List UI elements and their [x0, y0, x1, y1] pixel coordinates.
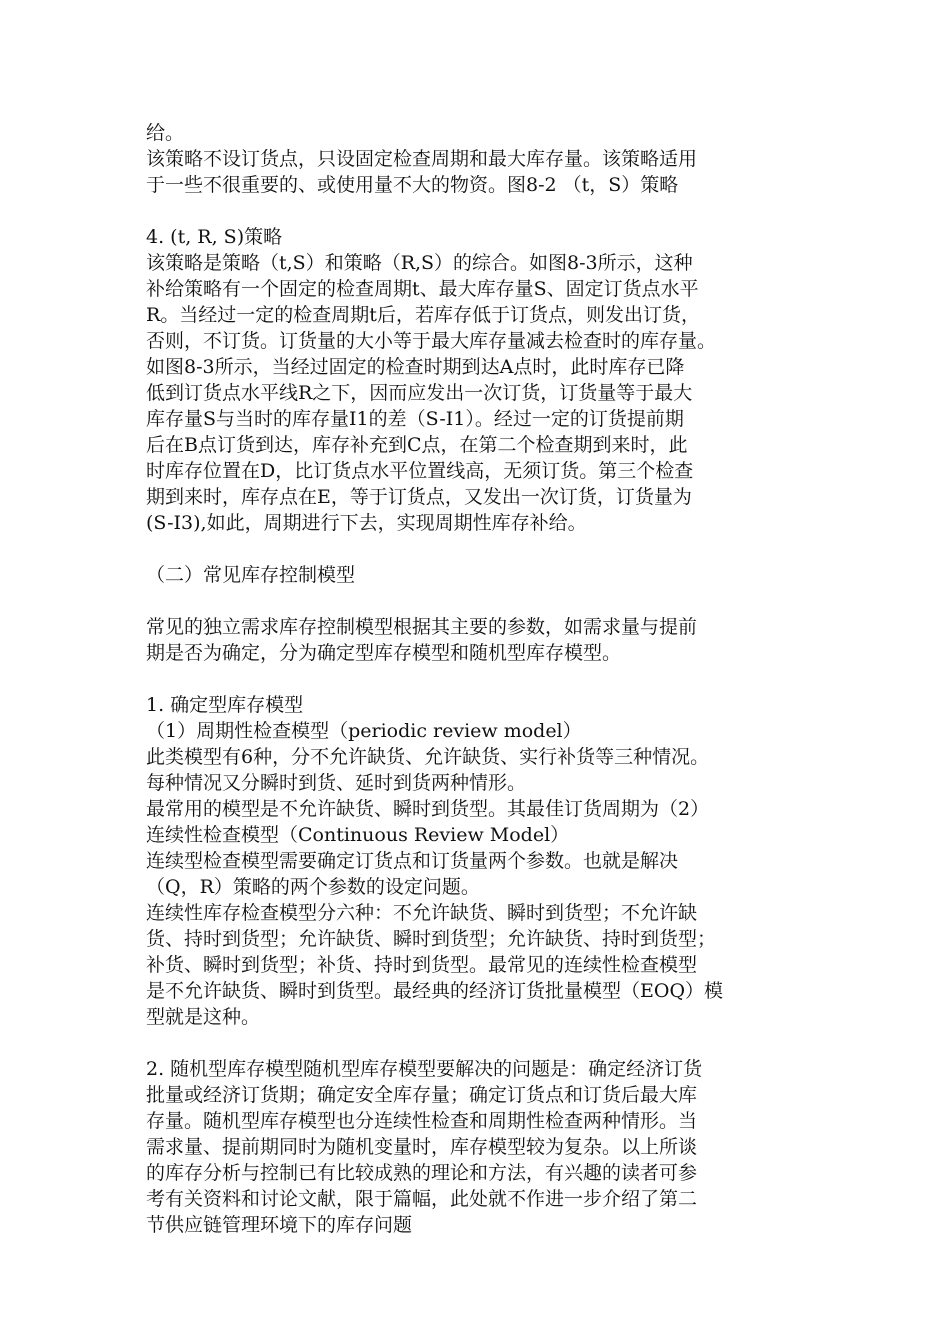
intro-line: 给。	[146, 122, 185, 144]
section-1-line: 连续型检查模型需要确定订货点和订货量两个参数。也就是解决	[146, 850, 679, 872]
section-1-line: 型就是这种。	[146, 1006, 261, 1028]
part-2-intro-line: 期是否为确定，分为确定型库存模型和随机型库存模型。	[146, 642, 622, 664]
paragraph-gap	[146, 198, 816, 224]
section-4-line: 库存量S与当时的库存量I1的差（S-I1）。经过一定的订货提前期	[146, 408, 684, 430]
section-2-line: 需求量、提前期同时为随机变量时，库存模型较为复杂。以上所谈	[146, 1136, 698, 1158]
section-4-line: 低到订货点水平线R之下，因而应发出一次订货，订货量等于最大	[146, 382, 693, 404]
section-1-line: （1）周期性检查模型（periodic review model）	[146, 720, 582, 742]
section-1-heading: 1. 确定型库存模型	[146, 694, 304, 716]
part-2-intro-line: 常见的独立需求库存控制模型根据其主要的参数，如需求量与提前	[146, 616, 698, 638]
section-4-line: 补给策略有一个固定的检查周期t、最大库存量S、固定订货点水平	[146, 278, 699, 300]
paragraph-gap	[146, 536, 816, 562]
section-4-line: 该策略是策略（t,S）和策略（R,S）的综合。如图8-3所示，这种	[146, 252, 693, 274]
section-1-line: 最常用的模型是不允许缺货、瞬时到货型。其最佳订货周期为（2）	[146, 798, 710, 820]
section-4-heading: 4. (t, R, S)策略	[146, 226, 283, 248]
section-2-line: 存量。随机型库存模型也分连续性检查和周期性检查两种情形。当	[146, 1110, 698, 1132]
section-1-line: （Q，R）策略的两个参数的设定问题。	[146, 876, 480, 898]
intro-line: 该策略不设订货点，只设固定检查周期和最大库存量。该策略适用	[146, 148, 698, 170]
section-4-line: R。当经过一定的检查周期t后，若库存低于订货点，则发出订货，	[146, 304, 700, 326]
intro-line: 于一些不很重要的、或使用量不大的物资。图8-2 （t，S）策略	[146, 174, 679, 196]
section-1-line: 每种情况又分瞬时到货、延时到货两种情形。	[146, 772, 527, 794]
section-1-line: 货、持时到货型；允许缺货、瞬时到货型；允许缺货、持时到货型；	[146, 928, 717, 950]
section-2-line: 考有关资料和讨论文献，限于篇幅，此处就不作进一步介绍了第二	[146, 1188, 698, 1210]
part-2-heading: （二）常见库存控制模型	[146, 564, 356, 586]
section-4-line: 时库存位置在D，比订货点水平位置线高，无须订货。第三个检查	[146, 460, 694, 482]
section-2-line: 节供应链管理环境下的库存问题	[146, 1214, 413, 1236]
document-body	[146, 120, 816, 1238]
section-4-line: (S-I3),如此，周期进行下去，实现周期性库存补给。	[146, 512, 587, 534]
paragraph-gap	[146, 666, 816, 692]
section-4-line: 期到来时，库存点在E，等于订货点，又发出一次订货，订货量为	[146, 486, 692, 508]
section-1-line: 连续性库存检查模型分六种：不允许缺货、瞬时到货型；不允许缺	[146, 902, 698, 924]
paragraph-gap	[146, 588, 816, 614]
section-1-line: 连续性检查模型（Continuous Review Model）	[146, 824, 570, 846]
paragraph-gap	[146, 1030, 816, 1056]
section-4-line: 否则，不订货。订货量的大小等于最大库存量减去检查时的库存量。	[146, 330, 717, 352]
section-4-line: 后在B点订货到达，库存补充到C点，在第二个检查期到来时，此	[146, 434, 688, 456]
section-1-line: 是不允许缺货、瞬时到货型。最经典的经济订货批量模型（EOQ）模	[146, 980, 724, 1002]
section-2-line: 的库存分析与控制已有比较成熟的理论和方法，有兴趣的读者可参	[146, 1162, 698, 1184]
section-2-line: 批量或经济订货期；确定安全库存量；确定订货点和订货后最大库	[146, 1084, 698, 1106]
section-2-line: 2. 随机型库存模型随机型库存模型要解决的问题是：确定经济订货	[146, 1058, 703, 1080]
section-1-line: 此类模型有6种，分不允许缺货、允许缺货、实行补货等三种情况。	[146, 746, 710, 768]
section-1-line: 补货、瞬时到货型；补货、持时到货型。最常见的连续性检查模型	[146, 954, 698, 976]
section-4-line: 如图8-3所示，当经过固定的检查时期到达A点时，此时库存已降	[146, 356, 685, 378]
